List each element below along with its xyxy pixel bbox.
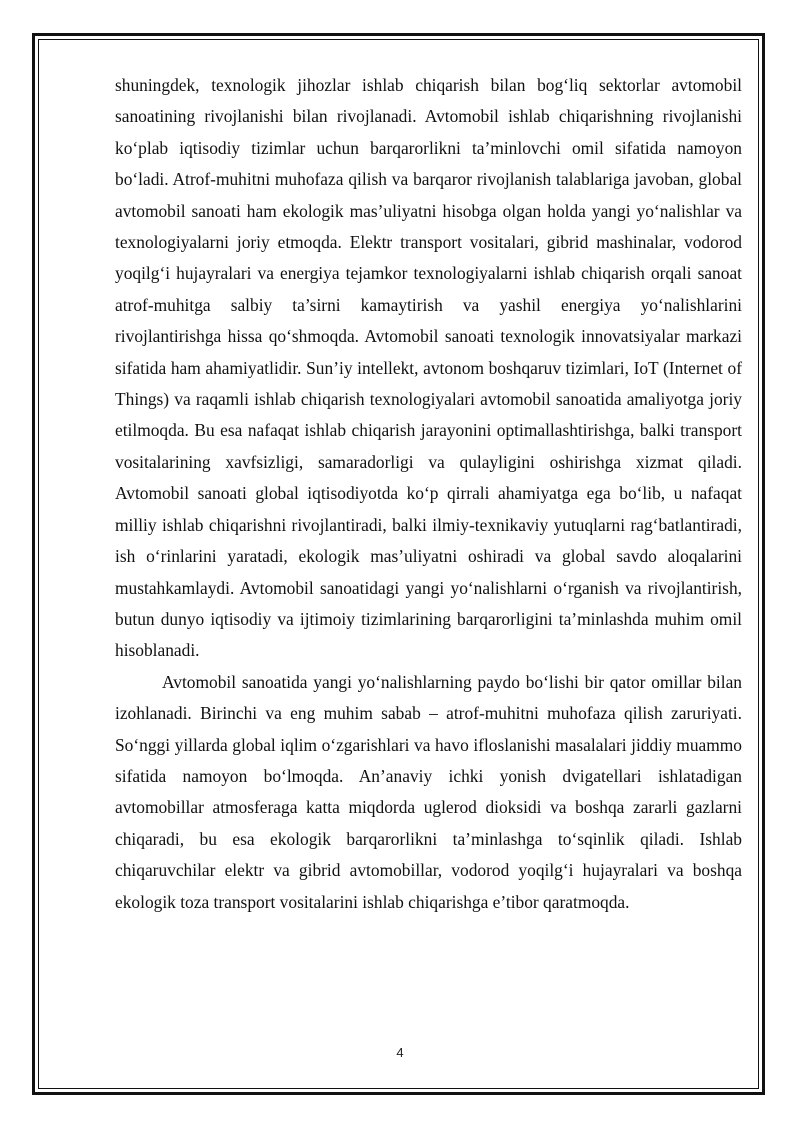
paragraph-1: shuningdek, texnologik jihozlar ishlab chiqarish bilan bog‘liq sektorlar avtomobil sanoatining rivojlanishi bilan rivojlanadi. Avtomobil ishlab chiqarishning rivojlanishi ko‘plab iqtisodiy tizimlar uchun barqarorlikni ta’minlovchi omil sifatida namoyon bo‘ladi. Atrof-muhitni muhofaza qilish va barqaror rivojlanish talablariga javoban, global avtomobil sanoati ham ekologik mas’uliyatni hisobga olgan holda yangi yo‘nalishlar va texnologiyalarni joriy etmoqda. Elektr transport vositalari, gibrid mashinalar, vodorod yoqilg‘i hujayralari va energiya tejamkor texnologiyalarni ishlab chiqarish orqali sanoat atrof-muhitga salbiy ta’sirni kamaytirish va yashil energiya yo‘nalishlarini rivojlantirishga hissa qo‘shmoqda. Avtomobil sanoati texnologik innovatsiyalar markazi sifatida ham ahamiyatlidir. Sun’iy intellekt, avtonom boshqaruv tizimlari, IoT (Internet of Things) va raqamli ishlab chiqarish texnologiyalari avtomobil sanoatida amaliyotga joriy etilmoqda. Bu esa nafaqat ishlab chiqarish jarayonini optimallashtirishga, balki transport vositalarining xavfsizligi, samaradorligi va qulayligini oshirishga xizmat qiladi. Avtomobil sanoati global iqtisodiyotda ko‘p qirrali ahamiyatga ega bo‘lib, u nafaqat milliy ishlab chiqarishni rivojlantiradi, balki ilmiy-texnikaviy yutuqlarni rag‘batlantiradi, ish o‘rinlarini yaratadi, ekologik mas’uliyatni oshiradi va global savdo aloqalarini mustahkamlaydi. Avtomobil sanoatidagi yangi yo‘nalishlarni o‘rganish va rivojlantirish, butun dunyo iqtisodiy va ijtimoiy tizimlarining barqarorligini ta’minlashda muhim omil hisoblanadi. [115,75,742,661]
document-body [115,70,742,918]
page-number: 4 [396,1045,404,1060]
paragraph-2: Avtomobil sanoatida yangi yo‘nalishlarning paydo bo‘lishi bir qator omillar bilan izohlanadi. Birinchi va eng muhim sabab – atrof-muhitni muhofaza qilish zaruriyati. So‘nggi yillarda global iqlim o‘zgarishlari va havo ifloslanishi masalalari jiddiy muammo sifatida namoyon bo‘lmoqda. An’anaviy ichki yonish dvigatellari ishlatadigan avtomobillar atmosferaga katta miqdorda uglerod dioksidi va boshqa zararli gazlarni chiqaradi, bu esa ekologik barqarorlikni ta’minlashga to‘sqinlik qiladi. Ishlab chiqaruvchilar elektr va gibrid avtomobillar, vodorod yoqilg‘i hujayralari va boshqa ekologik toza transport vositalarini ishlab chiqarishga e’tibor qaratmoqda. [115,671,742,912]
